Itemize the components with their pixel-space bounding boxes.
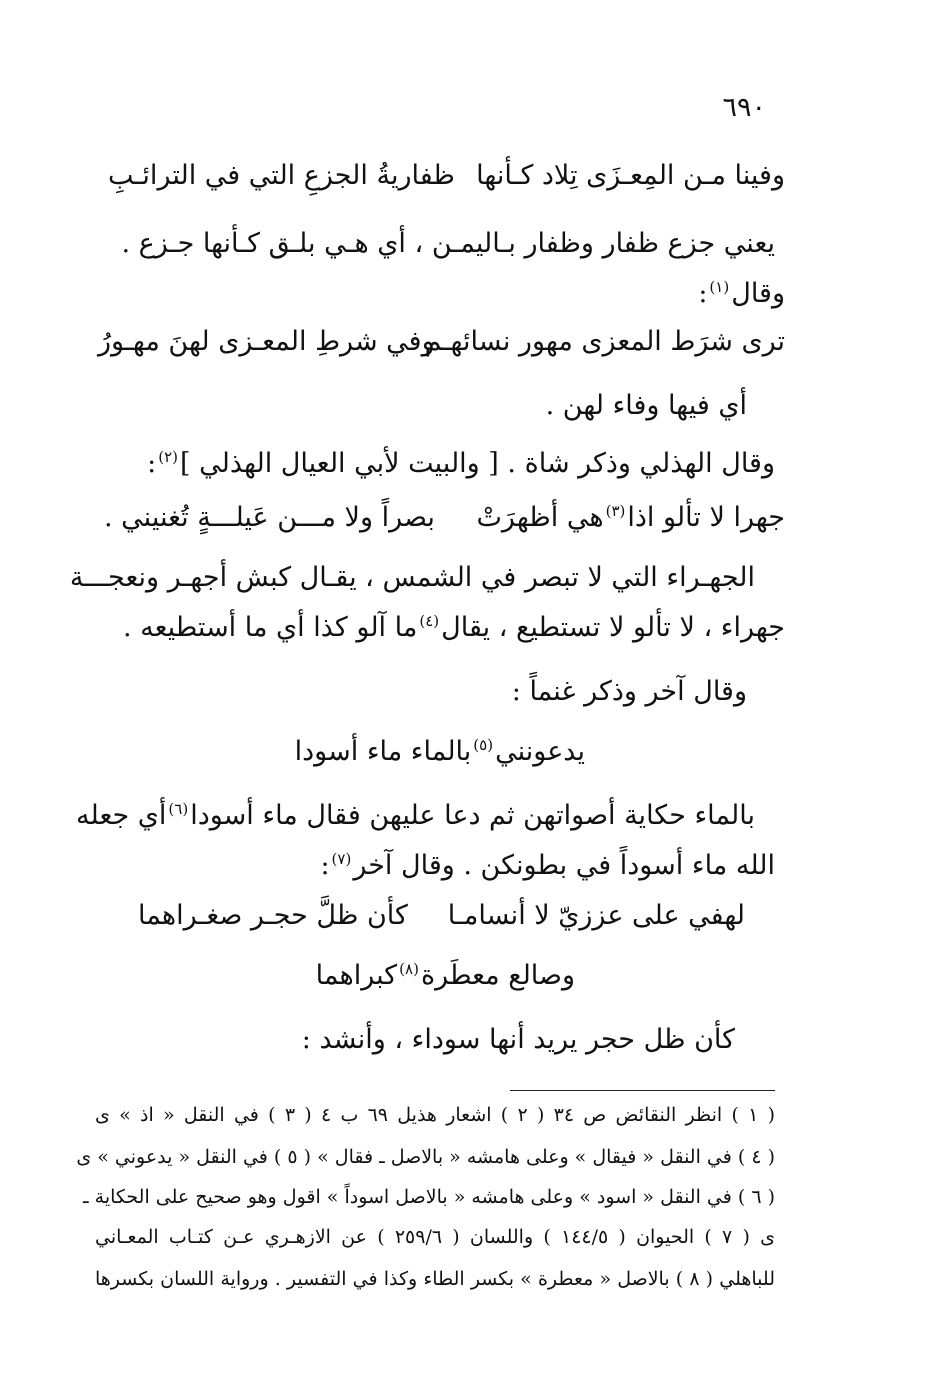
text-segment: وقال <box>731 278 785 309</box>
page-number: ٦٩٠ <box>722 92 766 123</box>
text-line <box>76 800 755 832</box>
verse-line <box>0 160 951 200</box>
text-segment: هي أظهرَتْ <box>476 502 604 533</box>
text-segment: : <box>147 448 157 479</box>
text-line <box>147 448 775 480</box>
text-segment: يدعونني <box>495 736 585 767</box>
text-segment: جهرا لا تألو اذا <box>627 502 785 533</box>
footnote-ref: (٣) <box>605 502 626 520</box>
text-segment: كبراهما <box>315 960 398 991</box>
text-segment: جهراء ، لا تألو لا تستطيع ، يقال <box>441 612 785 643</box>
text-line: الجهـراء التي لا تبصر في الشمس ، يقـال كبش أجهـر ونعجـــة <box>69 562 755 593</box>
verse-line-centered <box>316 960 575 992</box>
footnote-line: ( ٤ ) في النقل « فيقال » وعلى هامشه « بالاصل ـ فقال » ( ٥ ) في النقل « يدعوني » ى <box>76 1146 775 1168</box>
text-line <box>123 612 785 644</box>
text-line: كأن ظل حجر يريد أنها سوداء ، وأنشد : <box>301 1024 735 1055</box>
text-segment: بالماء حكاية أصواتهن ثم دعا عليهن فقال ماء أسودا <box>190 800 755 831</box>
text-line: أي فيها وفاء لهن . <box>545 390 747 421</box>
verse-hemistich-left: ظفاريةُ الجزعِ التي في الترائـبِ <box>108 160 455 191</box>
verse-hemistich-right: ترى شرَط المعزى مهور نسائهـم <box>424 326 785 357</box>
footnote-ref: (٨) <box>399 960 419 978</box>
text-line: يعني جزع ظفار وظفار بـاليمـن ، أي هـي بلـق كـأنها جـزع . <box>121 228 775 259</box>
text-segment: : <box>698 278 708 309</box>
footnote-line: للباهلي ( ٨ ) بالاصل « معطرة » بكسر الطاء وكذا في التفسير . ورواية اللسان بكسرها <box>95 1268 775 1290</box>
footnote-ref: (٧) <box>331 850 352 868</box>
footnote-ref: (١) <box>709 278 730 296</box>
verse-hemistich-left: وفي شرطِ المعـزى لهنَ مهـورُ <box>98 326 435 357</box>
verse-hemistich-left: كأن ظلَّ حجـر صغـراهما <box>138 900 408 931</box>
text-line <box>698 278 785 310</box>
text-segment: ما آلو كذا أي ما أستطيعه . <box>122 612 418 643</box>
verse-hemistich-left: بصراً ولا مـــن عَيلـــةٍ تُغنيني . <box>104 502 435 533</box>
text-line: وقال آخر وذكر غنماً : <box>511 676 747 707</box>
footnote-ref: (٥) <box>473 736 494 754</box>
footnote-divider <box>510 1090 775 1091</box>
footnote-ref: (٦) <box>168 800 189 818</box>
text-segment: الله ماء أسوداً في بطونكن . وقال آخر <box>353 850 775 881</box>
verse-line <box>0 326 951 366</box>
verse-line <box>0 900 951 940</box>
text-line <box>320 850 775 882</box>
footnote-ref: (٢) <box>158 448 179 466</box>
footnote-ref: (٤) <box>419 612 440 630</box>
footnote-line: ( ١ ) انظر النقائض ص ٣٤ ( ٢ ) اشعار هذيل ٦٩ ب ٤ ( ٣ ) في النقل « اذ » ى <box>95 1104 776 1126</box>
text-segment: أي جعله <box>76 800 167 831</box>
text-segment: بالماء ماء أسودا <box>294 736 472 767</box>
verse-hemistich-right: لهفي على عززيّ لا أنسامـا <box>447 900 745 931</box>
footnote-line: ى ( ٧ ) الحيوان ( ١٤٤/٥ ) واللسان ( ٢٥٩/٦ ) عن الازهـري عـن كتـاب المعـاني <box>95 1226 775 1248</box>
text-segment: وقال الهذلي وذكر شاة . [ والبيت لأبي العيال الهذلي ] <box>180 448 775 479</box>
text-segment: وصالع معطَرة <box>420 960 575 991</box>
verse-line <box>0 502 951 542</box>
verse-hemistich-right: وفينا مـن المِعـزَى تِلاد كـأنها <box>476 160 785 191</box>
verse-line-centered <box>295 736 585 768</box>
text-segment: : <box>320 850 330 881</box>
verse-hemistich-right <box>477 502 785 534</box>
footnote-line: ( ٦ ) في النقل « اسود » وعلى هامشه « بالاصل اسوداً » اقول وهو صحيح على الحكاية ـ <box>83 1186 775 1208</box>
